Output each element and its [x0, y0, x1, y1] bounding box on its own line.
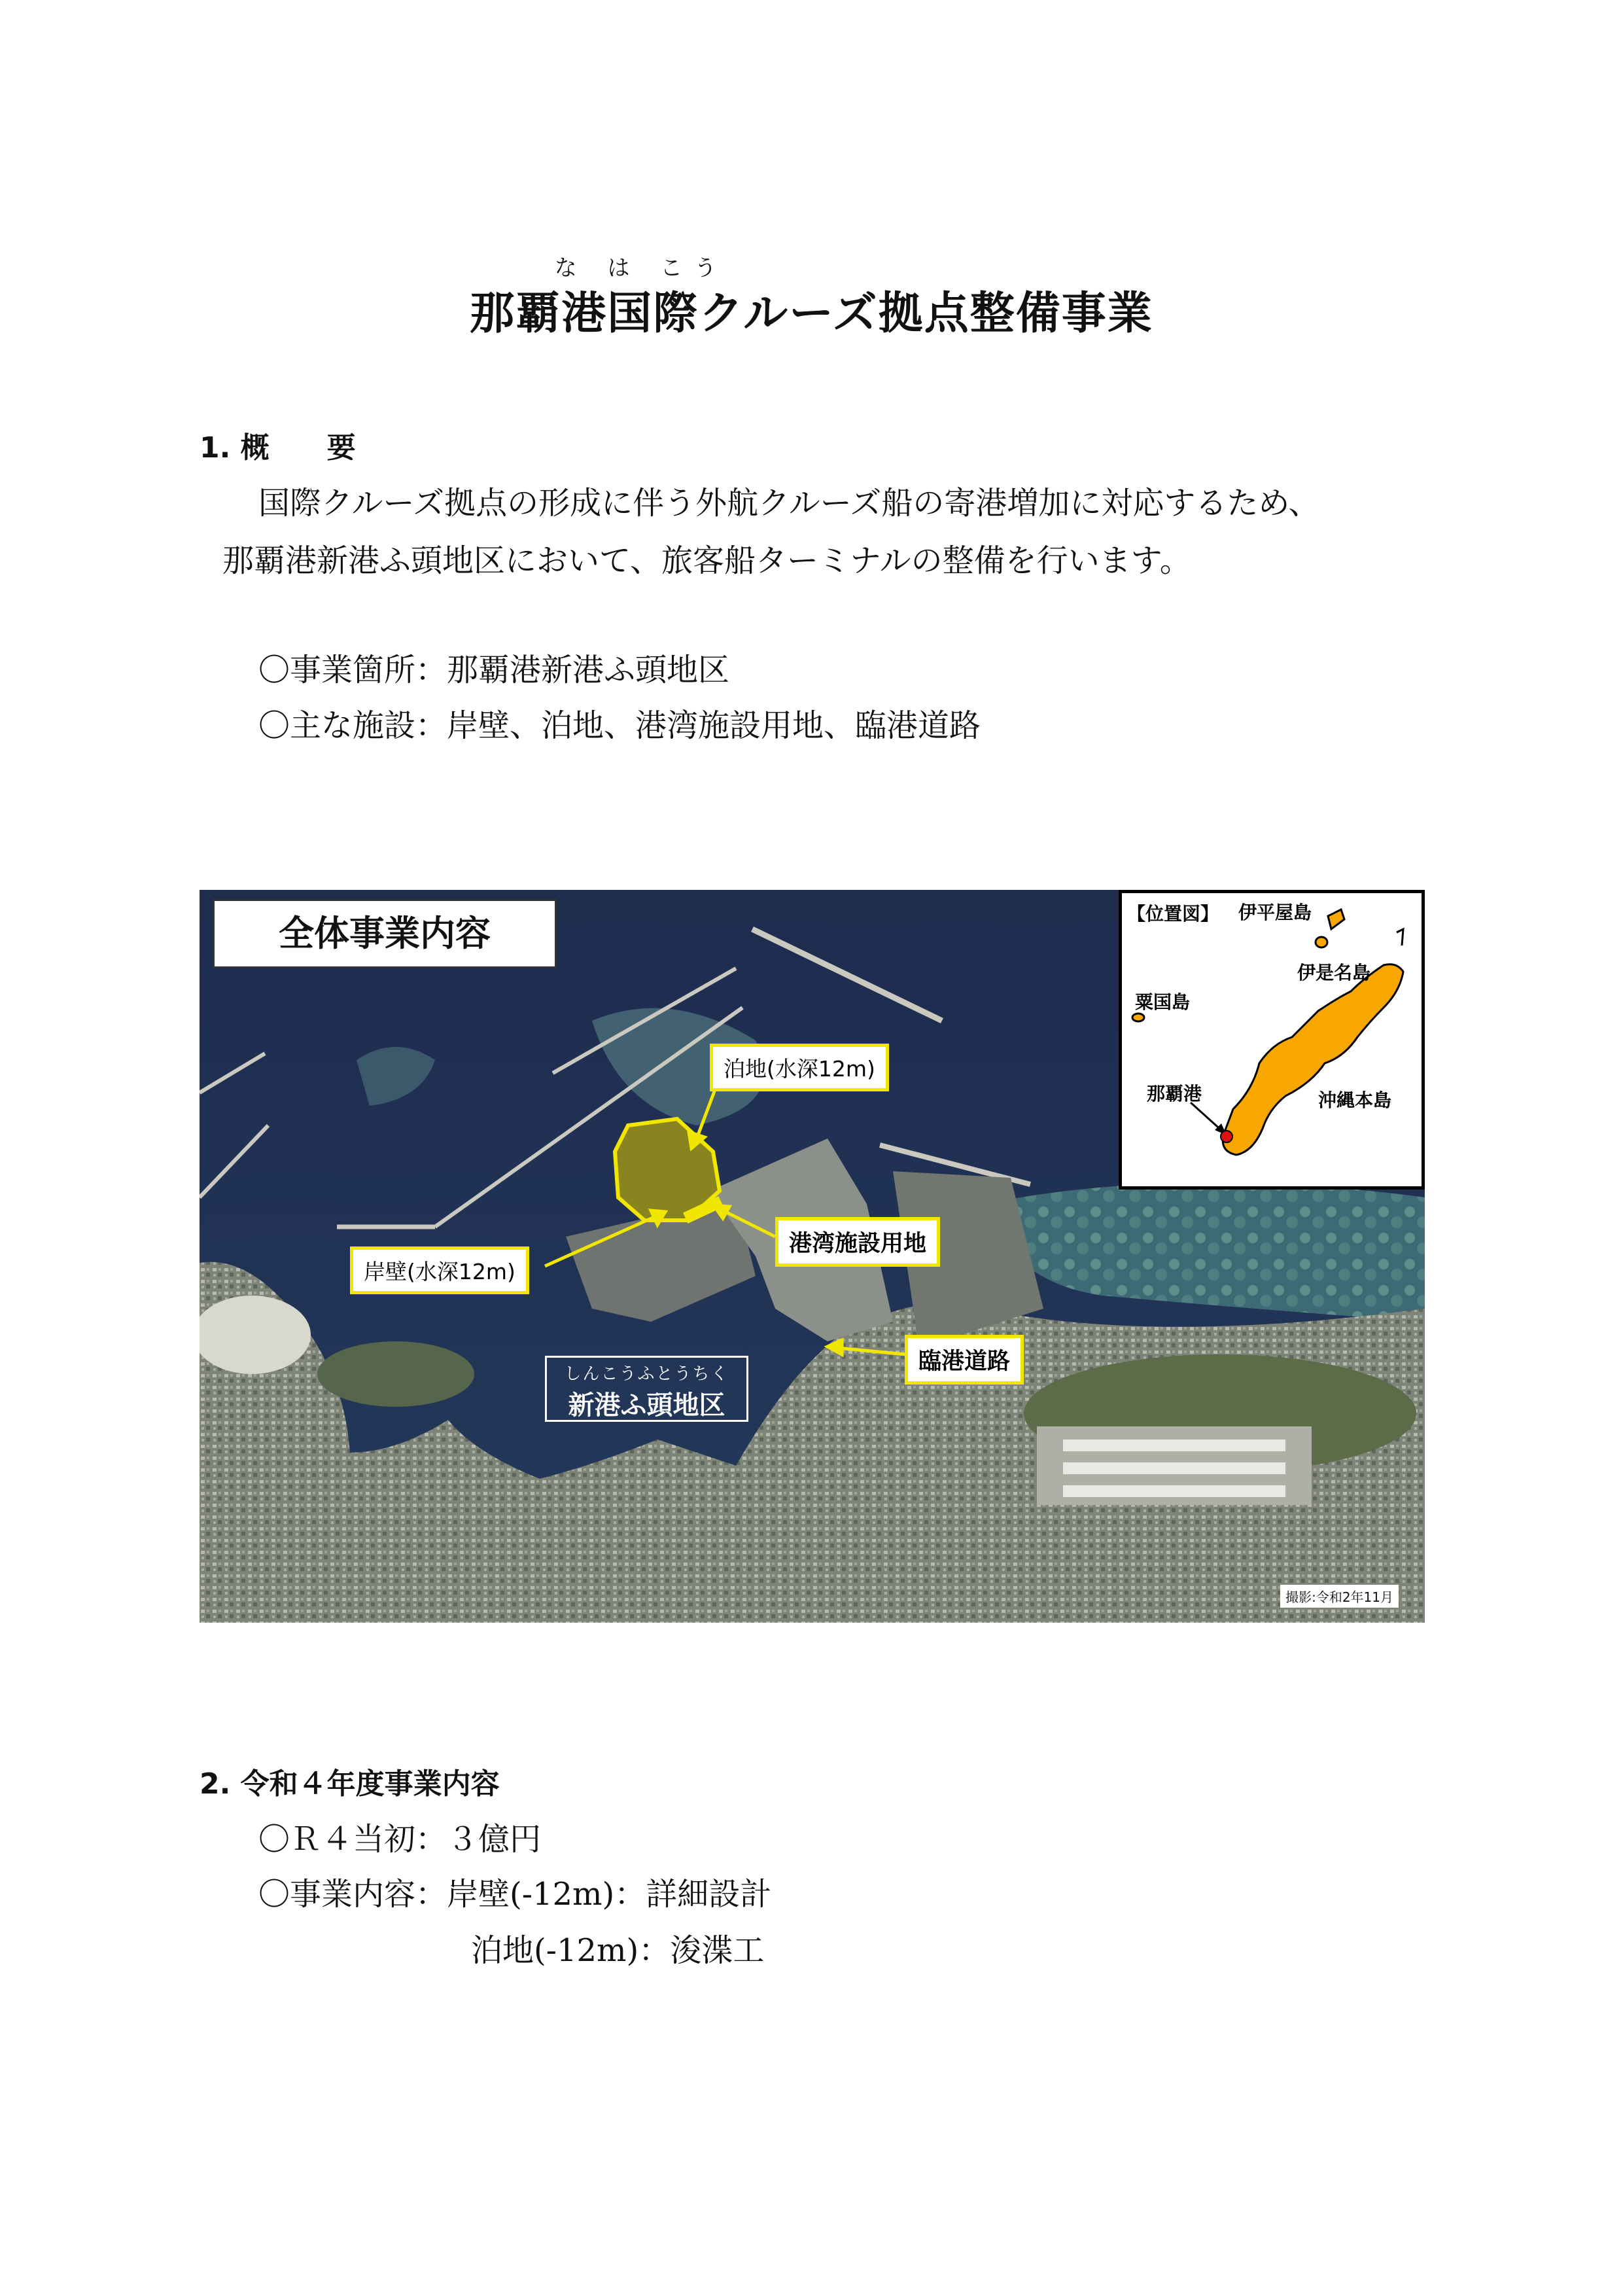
photo-date: 撮影:令和2年11月 [1280, 1585, 1399, 1608]
iheya-island [1328, 910, 1344, 929]
section1-paragraph-line2: 那覇港新港ふ頭地区において、旅客船ターミナルの整備を行います。 [222, 542, 1191, 579]
section2-heading: 2. 令和４年度事業内容 [200, 1767, 500, 1801]
naha-port-marker [1221, 1131, 1232, 1142]
aguni-label: 粟国島 [1135, 991, 1191, 1013]
facilities-bullet: 〇主な施設：岸壁、泊地、港湾施設用地、臨港道路 [258, 707, 981, 744]
district-label [545, 1356, 748, 1422]
izena-label: 伊是名島 [1297, 962, 1371, 983]
berth-label: 岸壁(水深12m) [350, 1246, 529, 1294]
project-content-line1: 〇事業内容：岸壁(-12m)：詳細設計 [258, 1876, 772, 1913]
anchorage-label: 泊地(水深12m) [710, 1044, 889, 1091]
okinawa-main-label: 沖縄本島 [1318, 1089, 1392, 1111]
overall-project-label: 全体事業内容 [213, 899, 557, 968]
district-name: 新港ふ頭地区 [568, 1390, 725, 1421]
project-content-line2: 泊地(-12m)：浚渫工 [471, 1932, 765, 1969]
aguni-island [1132, 1014, 1144, 1021]
location-bullet: 〇事業箇所：那覇港新港ふ頭地区 [258, 652, 730, 688]
page-title: 那覇港国際クルーズ拠点整備事業 [470, 288, 1153, 340]
izena-island [1316, 937, 1327, 947]
aerial-photo-figure [200, 890, 1425, 1623]
district-ruby: しんこうふとうちく [564, 1364, 729, 1384]
location-inset-map [1119, 890, 1425, 1190]
road-label: 臨港道路 [905, 1335, 1024, 1385]
okinawa-main-island [1223, 964, 1403, 1155]
inset-title: 【位置図】 [1127, 903, 1219, 925]
title-furigana: な は こう [554, 255, 729, 281]
inset-map-graphic [1122, 893, 1422, 1186]
section1-heading: 1. 概 要 [200, 431, 356, 465]
budget-line: 〇Ｒ４当初：３億円 [258, 1821, 542, 1858]
iheya-label: 伊平屋島 [1238, 902, 1312, 923]
section1-paragraph-line1: 国際クルーズ拠点の形成に伴う外航クルーズ船の寄港増加に対応するため、 [258, 485, 1320, 521]
port-land-label: 港湾施設用地 [775, 1217, 940, 1267]
naha-port-label: 那覇港 [1147, 1083, 1202, 1104]
